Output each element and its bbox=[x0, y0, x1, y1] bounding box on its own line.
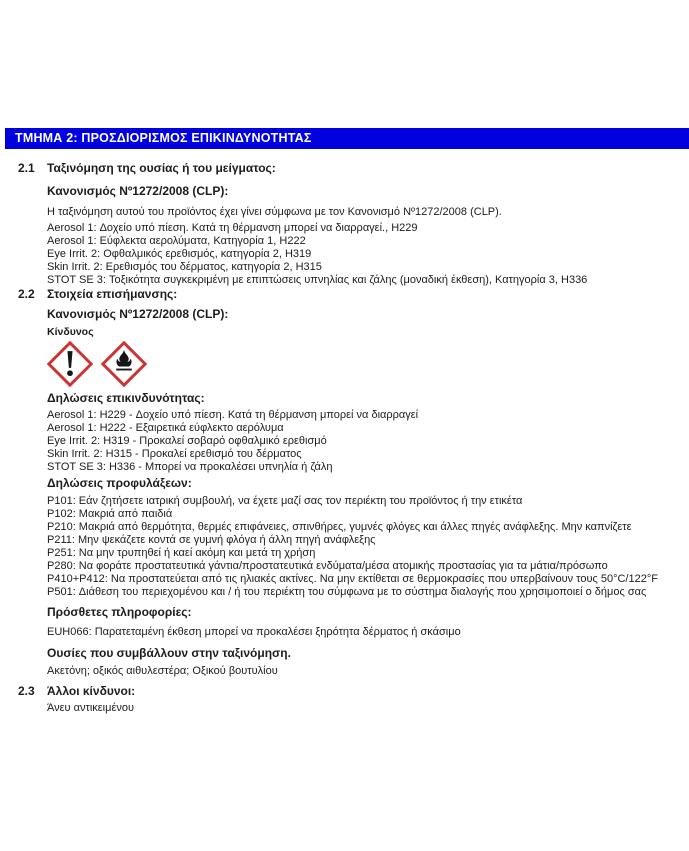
classification-entry: Skin Irrit. 2: Ερεθισμός του δέρματος, κατηγορία 2, H315 bbox=[47, 261, 322, 273]
hazard-statements-heading: Δηλώσεις επικινδυνότητας: bbox=[47, 391, 205, 405]
additional-info-euh066: EUH066: Παρατεταμένη έκθεση μπορεί να προκαλέσει ξηρότητα δέρματος ή σκάσιμο bbox=[47, 626, 461, 638]
hazard-statement: Aerosol 1: H229 - Δοχείο υπό πίεση. Κατά τη θέρμανση μπορεί να διαρραγεί bbox=[47, 409, 419, 421]
section-2-content bbox=[0, 161, 689, 715]
classification-entry: Eye Irrit. 2: Οφθαλμικός ερεθισμός, κατηγορία 2, H319 bbox=[47, 248, 312, 260]
section-2-3-title: Άλλοι κίνδυνοι: bbox=[47, 684, 136, 698]
hazard-statement: Eye Irrit. 2: H319 - Προκαλεί σοβαρό οφθαλμικό ερεθισμό bbox=[47, 435, 327, 447]
hazard-statement: Aerosol 1: H222 - Εξαιρετικά εύφλεκτο αερόλυμα bbox=[47, 422, 284, 434]
ghs07-exclamation-mark-icon bbox=[47, 341, 93, 387]
contributing-substances-heading: Ουσίες που συμβάλλουν στην ταξινόμηση. bbox=[47, 646, 291, 660]
precautionary-statement: P501: Διάθεση του περιεχομένου και / ή του περιέκτη του σύμφωνα με το σύστημα διαλογής που χρησιμοποιεί ο δήμος σας bbox=[47, 586, 647, 598]
signal-word: Κίνδυνος bbox=[47, 326, 94, 338]
section-2-header-bar bbox=[5, 128, 689, 149]
section-2-1 bbox=[18, 161, 683, 287]
section-2-1-title: Ταξινόμηση της ουσίας ή του μείγματος: bbox=[47, 161, 276, 175]
precautionary-statement: P251: Να μην τρυπηθεί ή καεί ακόμη και μετά τη χρήση bbox=[47, 547, 316, 559]
section-2-header-title: ΤΜΗΜΑ 2: ΠΡΟΣΔΙΟΡΙΣΜΟΣ ΕΠΙΚΙΝΔΥΝΟΤΗΤΑΣ bbox=[15, 131, 312, 145]
precautionary-statement: P410+P412: Να προστατεύεται από τις ηλιακές ακτίνες. Να μην εκτίθεται σε θερμοκρασίες που υπερβαίνουν τους 50°C/122°F bbox=[47, 573, 658, 585]
precautionary-statement: P101: Εάν ζητήσετε ιατρική συμβουλή, να έχετε μαζί σας τον περιέκτη του προϊόντος ή την ετικέτα bbox=[47, 495, 523, 507]
ghs-pictograms bbox=[47, 341, 683, 387]
hazard-statement: STOT SE 3: H336 - Μπορεί να προκαλέσει υπνηλία ή ζάλη bbox=[47, 461, 333, 473]
additional-info-heading: Πρόσθετες πληροφορίες: bbox=[47, 605, 192, 619]
hazard-statements-list bbox=[47, 409, 683, 474]
section-2-1-number: 2.1 bbox=[18, 161, 35, 175]
classification-entry: STOT SE 3: Τοξικότητα συγκεκριμένη με επιπτώσεις υπνηλίας και ζάλης (μοναδική έκθεση), Κατηγορία 3, H336 bbox=[47, 274, 588, 286]
section-2-2-number: 2.2 bbox=[18, 287, 35, 301]
precautionary-statements-heading: Δηλώσεις προφυλάξεων: bbox=[47, 476, 192, 490]
classification-list bbox=[47, 222, 683, 287]
hazard-statement: Skin Irrit. 2: H315 - Προκαλεί ερεθισμό του δέρματος bbox=[47, 448, 302, 460]
precautionary-statements-list bbox=[47, 495, 683, 599]
section-2-3-number: 2.3 bbox=[18, 684, 35, 698]
classification-intro: Η ταξινόμηση αυτού του προϊόντος έχει γίνει σύμφωνα με τον Κανονισμό Nº1272/2008 (CLP). bbox=[47, 206, 502, 218]
precautionary-statement: P280: Να φοράτε προστατευτικά γάντια/προστατευτικά ενδύματα/μέσα ατομικής προστασίας για τα μάτια/πρόσωπο bbox=[47, 560, 608, 572]
classification-entry: Aerosol 1: Δοχείο υπό πίεση. Κατά τη θέρμανση μπορεί να διαρραγεί., H229 bbox=[47, 222, 418, 234]
contributing-substances: Ακετόνη; οξικός αιθυλεστέρα; Οξικού βουτυλίου bbox=[47, 665, 278, 677]
precautionary-statement: P211: Μην ψεκάζετε κοντά σε γυμνή φλόγα ή άλλη πηγή ανάφλεξης bbox=[47, 534, 376, 546]
classification-regulation-heading: Κανονισμός Nº1272/2008 (CLP): bbox=[47, 184, 229, 198]
classification-entry: Aerosol 1: Εύφλεκτα αερολύματα, Κατηγορία 1, H222 bbox=[47, 235, 306, 247]
precautionary-statement: P210: Μακριά από θερμότητα, θερμές επιφάνειες, σπινθήρες, γυμνές φλόγες και άλλες πηγές ανάφλεξης. Μην καπνίζετε bbox=[47, 521, 632, 533]
precautionary-statement: P102: Μακριά από παιδιά bbox=[47, 508, 173, 520]
section-2-2-title: Στοιχεία επισήμανσης: bbox=[47, 287, 178, 301]
other-hazards-body: Άνευ αντικειμένου bbox=[47, 702, 134, 714]
ghs02-flame-icon bbox=[101, 341, 147, 387]
label-regulation-heading: Κανονισμός Nº1272/2008 (CLP): bbox=[47, 307, 229, 321]
section-2-3 bbox=[18, 684, 683, 715]
section-2-2 bbox=[18, 287, 683, 684]
